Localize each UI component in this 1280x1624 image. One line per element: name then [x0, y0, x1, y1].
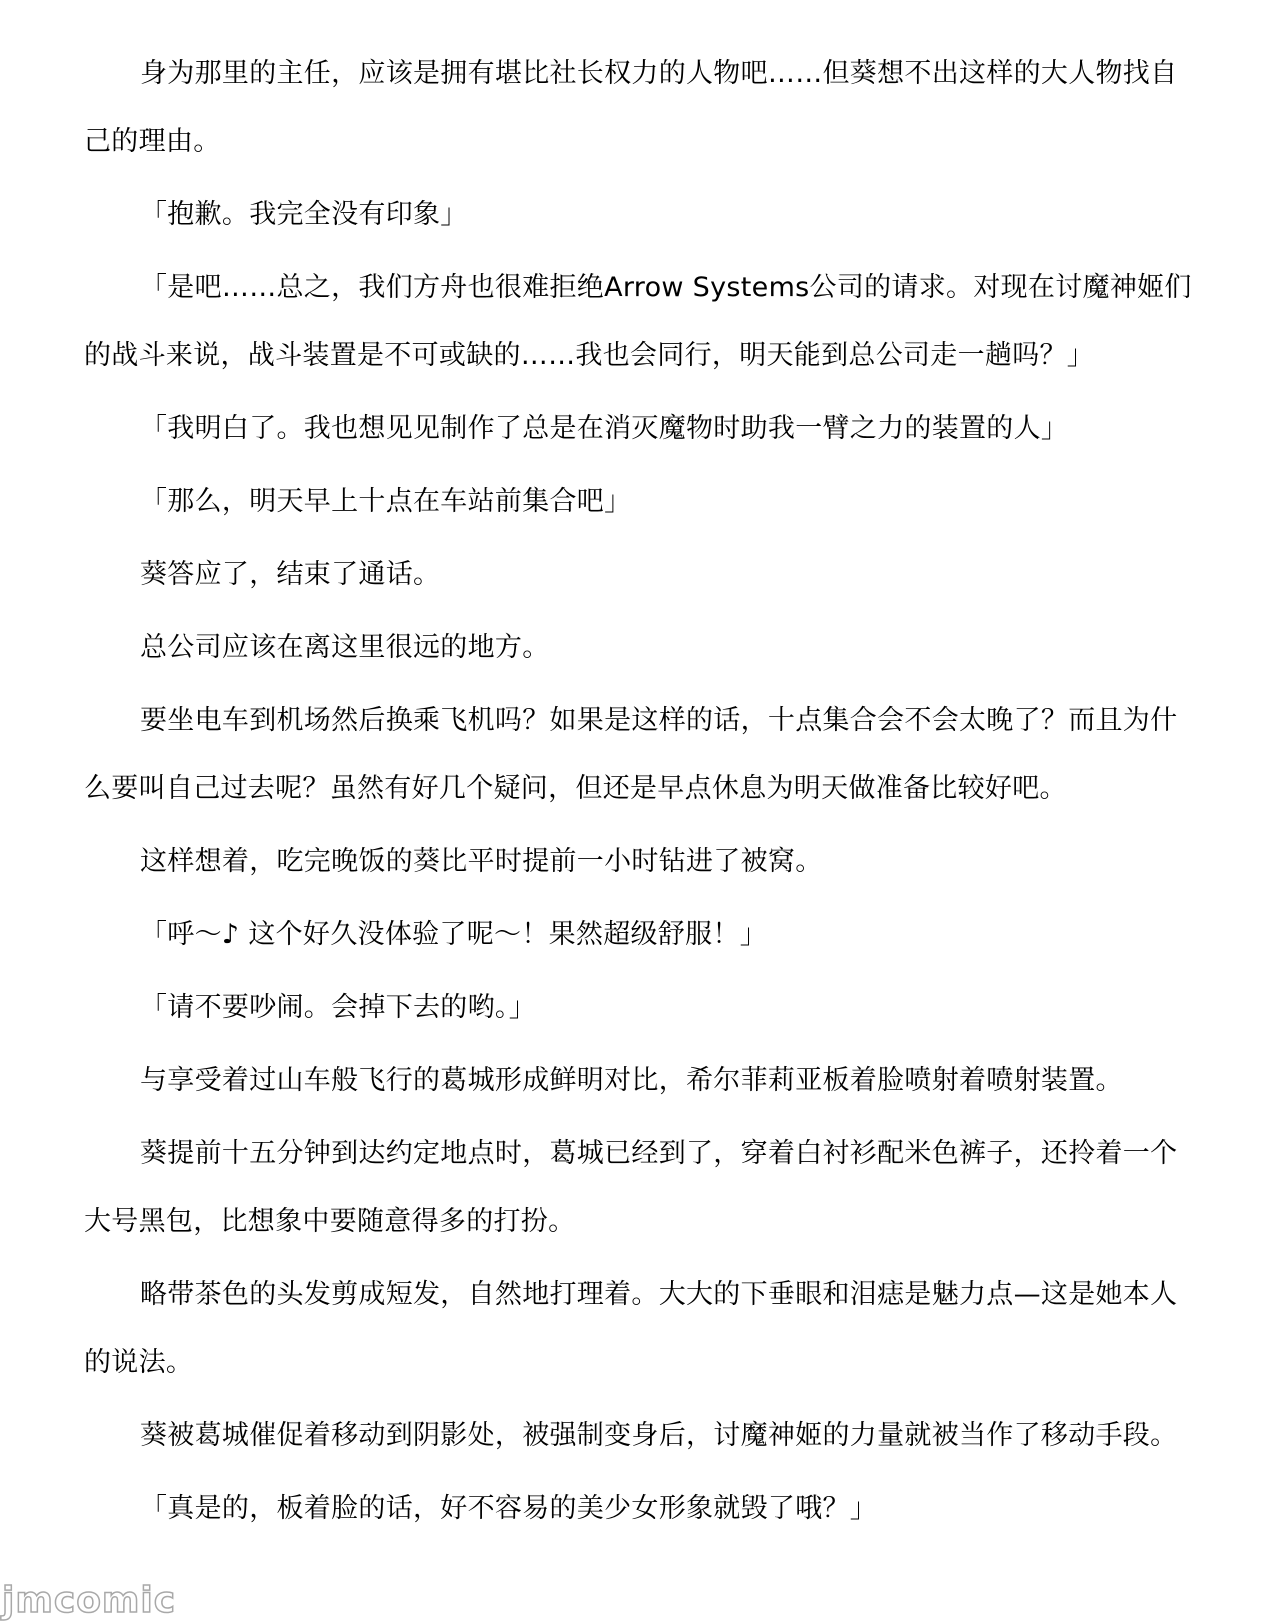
- paragraph-10: 「呼～♪ 这个好久没体验了呢～！果然超级舒服！」: [140, 919, 768, 950]
- paragraph-12: 与享受着过山车般飞行的葛城形成鲜明对比，希尔菲莉亚板着脸喷射着喷射装置。: [140, 1065, 1123, 1096]
- paragraph-1: 身为那里的主任，应该是拥有堪比社长权力的人物吧……但葵想不出这样的大人物找自己的理由。: [84, 58, 1178, 157]
- document-body: [84, 40, 1204, 1548]
- paragraph-11: 「请不要吵闹。会掉下去的哟。」: [140, 992, 536, 1023]
- paragraph-9: 这样想着，吃完晚饭的葵比平时提前一小时钻进了被窝。: [140, 846, 823, 877]
- paragraph-13: 葵提前十五分钟到达约定地点时，葛城已经到了，穿着白衬衫配米色裤子，还拎着一个大号黑包，比想象中要随意得多的打扮。: [84, 1138, 1178, 1237]
- watermark-logo: jmcomic: [2, 1580, 177, 1621]
- paragraph-8: 要坐电车到机场然后换乘飞机吗？如果是这样的话，十点集合会不会太晚了？而且为什么要叫自己过去呢？虽然有好几个疑问，但还是早点休息为明天做准备比较好吧。: [84, 705, 1178, 804]
- paragraph-15: 葵被葛城催促着移动到阴影处，被强制变身后，讨魔神姬的力量就被当作了移动手段。: [140, 1420, 1178, 1451]
- paragraph-3: 「是吧……总之，我们方舟也很难拒绝Arrow Systems公司的请求。对现在讨魔神姬们的战斗来说，战斗装置是不可或缺的……我也会同行，明天能到总公司走一趟吗？」: [84, 272, 1192, 371]
- paragraph-2: 「抱歉。我完全没有印象」: [140, 199, 468, 230]
- paragraph-7: 总公司应该在离这里很远的地方。: [140, 632, 550, 663]
- paragraph-4: 「我明白了。我也想见见制作了总是在消灭魔物时助我一臂之力的装置的人」: [140, 413, 1069, 444]
- paragraph-6: 葵答应了，结束了通话。: [140, 559, 441, 590]
- paragraph-16: 「真是的，板着脸的话，好不容易的美少女形象就毁了哦？」: [140, 1493, 878, 1524]
- paragraph-5: 「那么，明天早上十点在车站前集合吧」: [140, 486, 632, 517]
- paragraph-14: 略带茶色的头发剪成短发，自然地打理着。大大的下垂眼和泪痣是魅力点—这是她本人的说法。: [84, 1279, 1178, 1378]
